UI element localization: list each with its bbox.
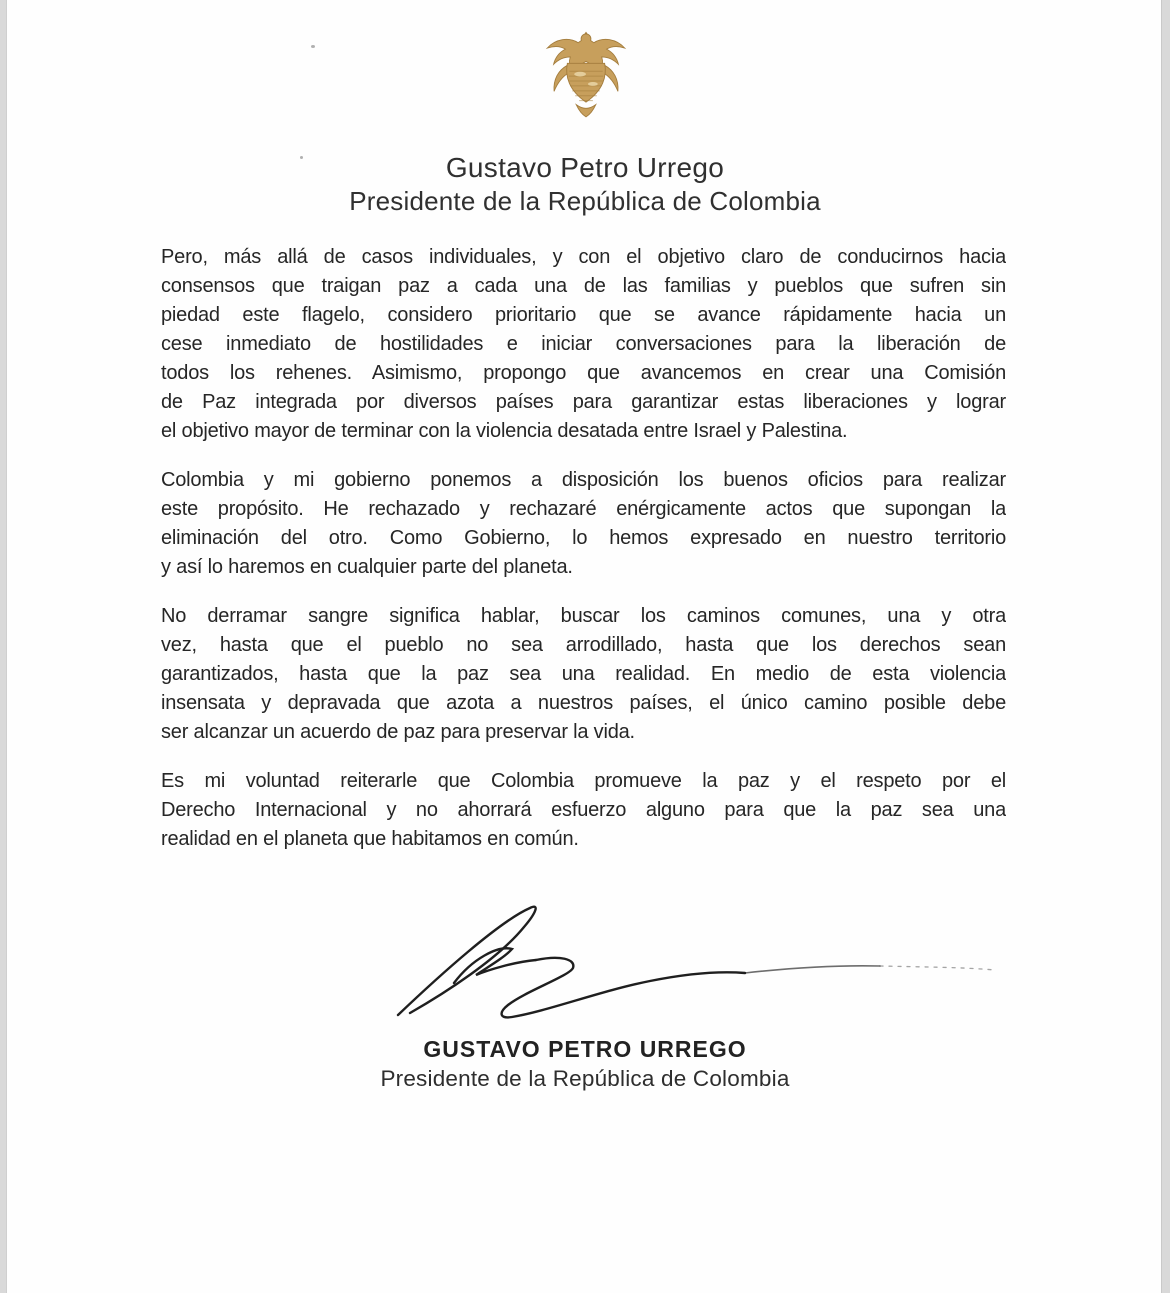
- letterhead-name: Gustavo Petro Urrego: [445, 152, 725, 183]
- letter-line: insensata y depravada que azota a nuestros países, el único camino posible debe: [161, 692, 1006, 714]
- letter-paragraph: [161, 767, 1006, 854]
- letter-line: todos los rehenes. Asimismo, propongo que avancemos en crear una Comisión: [161, 362, 1006, 384]
- letter-line: Derecho Internacional y no ahorrará esfuerzo alguno para que la paz sea una: [161, 799, 1006, 821]
- letter-paragraph: [161, 602, 1006, 747]
- letter-paragraph: [161, 466, 1006, 582]
- handwritten-signature-icon: [390, 893, 1010, 1033]
- letter-line: ser alcanzar un acuerdo de paz para preservar la vida.: [161, 721, 635, 743]
- scan-speck: [311, 45, 315, 48]
- letter-line: consensos que traigan paz a cada una de las familias y pueblos que sufren sin: [161, 275, 1006, 297]
- letter-line: este propósito. He rechazado y rechazaré enérgicamente actos que supongan la: [161, 498, 1006, 520]
- letterhead-title: Presidente de la República de Colombia: [349, 186, 821, 216]
- letter-line: realidad en el planeta que habitamos en común.: [161, 828, 579, 850]
- letter-line: Colombia y mi gobierno ponemos a disposición los buenos oficios para realizar: [161, 469, 1006, 491]
- letter-line: cese inmediato de hostilidades e iniciar conversaciones para la liberación de: [161, 333, 1006, 355]
- letter-body: [161, 243, 1006, 874]
- letter-line: garantizados, hasta que la paz sea una realidad. En medio de esta violencia: [161, 663, 1006, 685]
- letter-line: piedad este flagelo, considero prioritario que se avance rápidamente hacia un: [161, 304, 1006, 326]
- signature-block-title: Presidente de la República de Colombia: [380, 1066, 790, 1091]
- letter-line: Pero, más allá de casos individuales, y con el objetivo claro de conducirnos hacia: [161, 246, 1006, 268]
- letter-line: Es mi voluntad reiterarle que Colombia promueve la paz y el respeto por el: [161, 770, 1006, 792]
- letter-paragraph: [161, 243, 1006, 446]
- letter-line: eliminación del otro. Como Gobierno, lo hemos expresado en nuestro territorio: [161, 527, 1006, 549]
- letter-line: el objetivo mayor de terminar con la violencia desatada entre Israel y Palestina.: [161, 420, 848, 442]
- signature-block-name: GUSTAVO PETRO URREGO: [423, 1036, 747, 1062]
- letter-line: de Paz integrada por diversos países para garantizar estas liberaciones y lograr: [161, 391, 1006, 413]
- letter-line: No derramar sangre significa hablar, buscar los caminos comunes, una y otra: [161, 605, 1006, 627]
- letter-line: y así lo haremos en cualquier parte del planeta.: [161, 556, 573, 578]
- colombia-coat-of-arms-icon: [535, 28, 637, 136]
- letter-line: vez, hasta que el pueblo no sea arrodillado, hasta que los derechos sean: [161, 634, 1006, 656]
